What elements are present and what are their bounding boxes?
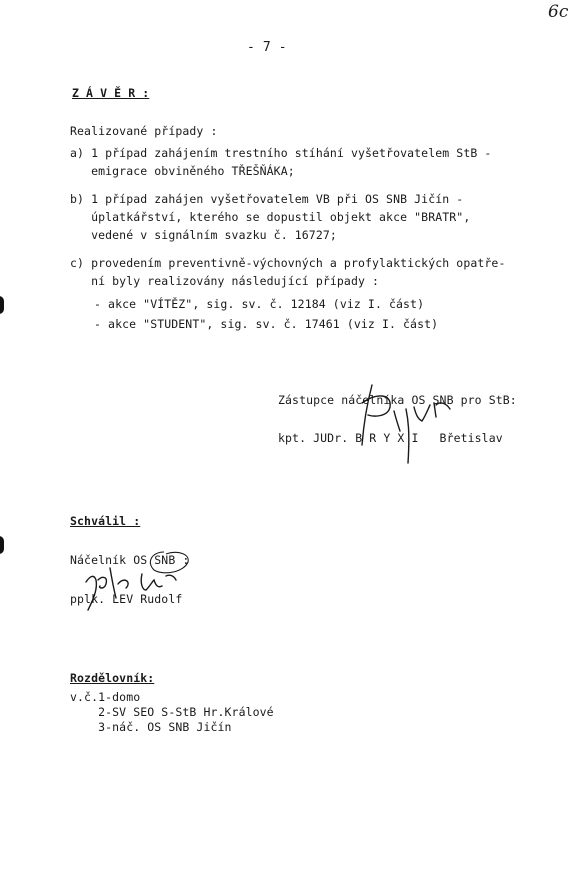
item-b-line: vedené v signálním svazku č. 16727; — [70, 228, 337, 242]
item-b-line: úplatkářství, kterého se dopustil objekt akce "BRATR", — [70, 210, 471, 224]
page-number: - 7 - — [247, 40, 287, 55]
distribution-line: v.č.1-domo — [70, 690, 141, 704]
item-c-line: c) provedením preventivně-výchovných a profylaktických opatře- — [70, 256, 506, 270]
item-c-line: ní byly realizovány následující případy : — [70, 274, 380, 288]
corner-mark: 6c — [548, 2, 569, 22]
item-a-line: a) 1 případ zahájením trestního stíhání vyšetřovatelem StB - — [70, 146, 492, 160]
intro-text: Realizované případy : — [70, 124, 218, 138]
approved-signature-icon — [80, 546, 240, 616]
approved-name: pplk. LEV Rudolf — [70, 592, 183, 606]
subitem-line: - akce "STUDENT", sig. sv. č. 17461 (viz I. část) — [94, 317, 439, 331]
punch-hole — [0, 296, 4, 314]
signatory-role: Zástupce náčelníka OS SNB pro StB: — [278, 393, 517, 407]
section-heading: Z Á V Ě R : — [72, 86, 150, 100]
signatory-signature-icon — [350, 375, 460, 465]
approved-role: Náčelník OS SNB : — [70, 553, 190, 567]
subitem-line: - akce "VÍTĚZ", sig. sv. č. 12184 (viz I. část) — [94, 297, 425, 311]
approved-label: Schválil : — [70, 514, 141, 528]
distribution-label: Rozdělovník: — [70, 671, 155, 685]
item-b-line: b) 1 případ zahájen vyšetřovatelem VB při OS SNB Jičín - — [70, 192, 464, 206]
signatory-name: kpt. JUDr. B R Y X I Břetislav — [278, 431, 503, 445]
item-a-line: emigrace obviněného TŘEŠŇÁKA; — [70, 164, 295, 178]
distribution-line: 3-náč. OS SNB Jičín — [70, 720, 232, 734]
punch-hole — [0, 536, 4, 554]
distribution-line: 2-SV SEO S-StB Hr.Králové — [70, 705, 274, 719]
